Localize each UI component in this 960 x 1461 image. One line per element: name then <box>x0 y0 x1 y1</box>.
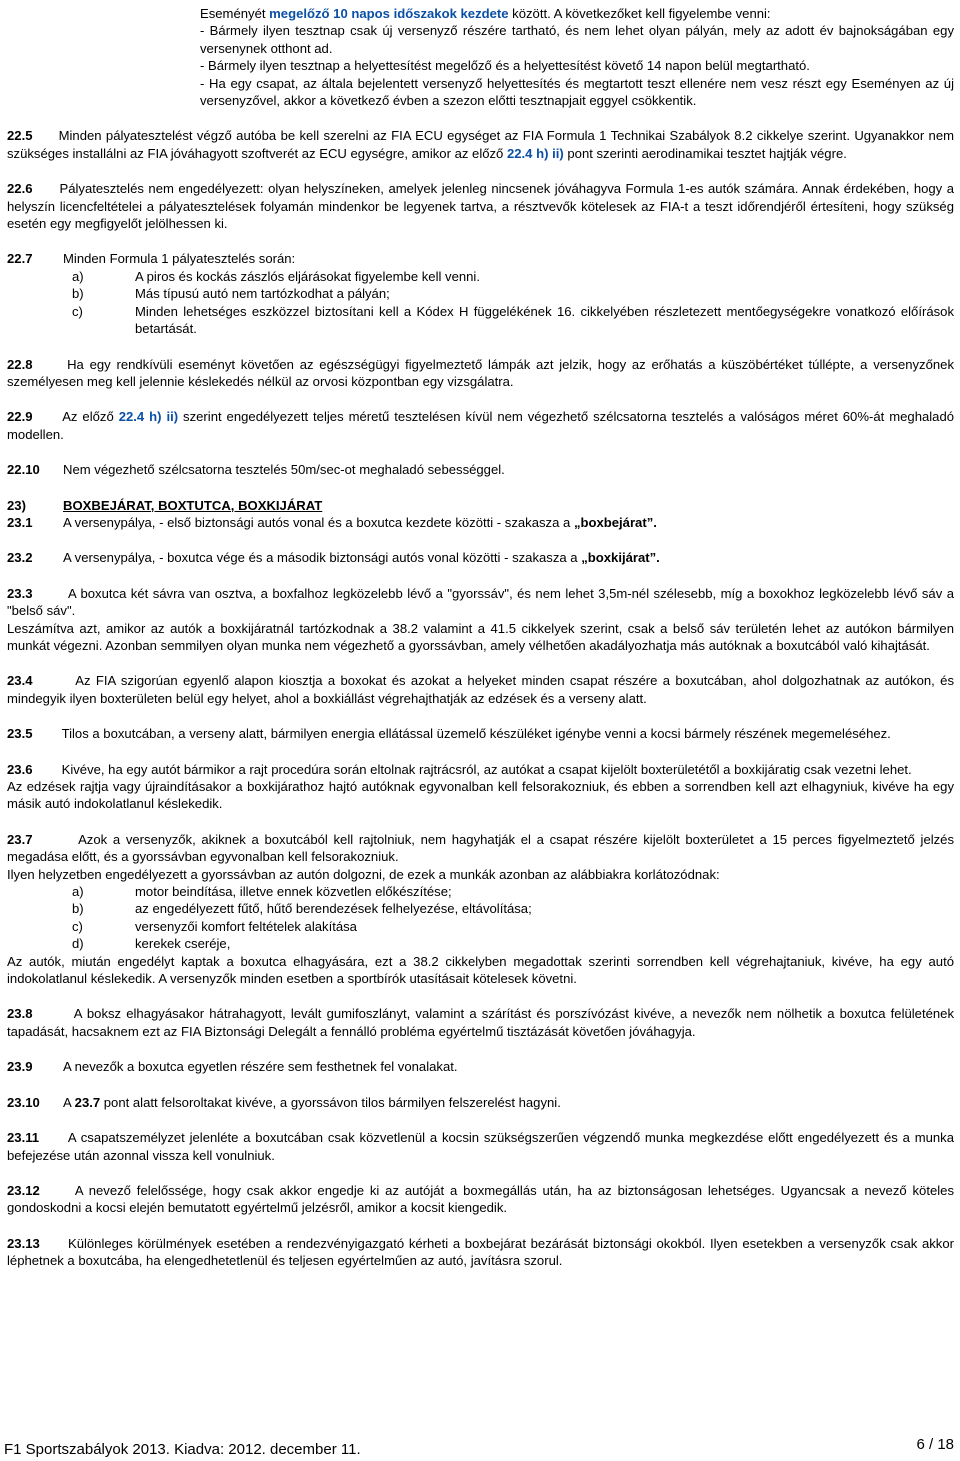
chapter-23-heading <box>7 497 954 514</box>
article-23-3 <box>7 585 954 620</box>
footer-text: F1 Sportszabályok 2013. Kiadva: 2012. december 11. <box>4 1441 361 1458</box>
article-number: 23.8 <box>7 1006 33 1022</box>
article-23-12 <box>7 1182 954 1217</box>
article-text: A <box>63 1094 75 1110</box>
article-22-7 <box>7 250 954 267</box>
article-text: Az FIA szigorúan egyenlő alapon kiosztja a boxokat és azokat a helyeket minden csapat részére a boxutcában, ahol dolgozhatnak az autókon, és mindegyik ilyen boxterületen belül egy helyet, ahol a boxkiállást végrehajthatják az edzések és a verseny alatt. <box>7 673 954 706</box>
article-number: 23.12 <box>7 1182 40 1198</box>
list-label: a) <box>72 884 84 900</box>
article-22-10 <box>7 461 954 478</box>
article-text-continued: Az edzések rajtja vagy újraindításakor a boxkijárathoz hajtó autóknak egyvonalban kell felsorakozniuk, és ebben a sorrendben kell azt elhagyniuk, kivéve ha egy másik autó indokolatlanul késlekedik. <box>7 779 954 812</box>
article-23-8 <box>7 1005 954 1040</box>
article-number: 23.5 <box>7 726 33 742</box>
article-text: szerint engedélyezett teljes méretű tesztelésen kívül nem végezhető szélcsatorna tesztelés a valóságos méret 60%-át meghaladó modellen. <box>7 409 955 442</box>
intro-text: között. A következőket kell figyelembe venni: <box>508 6 771 21</box>
article-text: Azok a versenyzők, akiknek a boxutcából kell rajtolniuk, nem hagyhatják el a csapat részére kijelölt boxterületet a 15 perces figyelmeztető jelzés megadása előtt, és a gyorssávban egyvonalban kell felsorakozniuk. <box>7 831 955 865</box>
article-text-continued: Ilyen helyzetben engedélyezett a gyorssávban az autón dolgozni, de ezek a munkák azonban az alábbiakra korlátozódnak: <box>7 866 720 882</box>
article-23-4 <box>7 672 954 707</box>
article-text: Minden Formula 1 pályatesztelés során: <box>63 251 296 267</box>
article-number: 22.7 <box>7 251 33 267</box>
highlight-text: megelőző 10 napos időszakok kezdete <box>269 6 509 21</box>
bullet-3: - Ha egy csapat, az általa bejelentett versenyző helyettesítés és megtartott teszt ellenére nem vesz részt egy Eseményen az új versenyzővel, akkor a következő évben a szezon előtti tesztnapjait eggyel csökkentik. <box>200 75 954 109</box>
article-number: 23.6 <box>7 761 33 777</box>
article-23-11 <box>7 1129 954 1164</box>
article-number: 23.3 <box>7 585 33 601</box>
list-item <box>7 900 954 917</box>
cross-reference-link[interactable]: 22.4 h) ii) <box>118 409 179 425</box>
cross-reference: 23.7 <box>74 1094 101 1110</box>
document-page <box>7 5 954 1270</box>
article-number: 23.11 <box>7 1130 40 1146</box>
article-number: 23.13 <box>7 1235 40 1251</box>
list-item <box>7 285 954 302</box>
list-item <box>7 935 954 952</box>
article-text: Különleges körülmények esetében a rendezvényigazgató kérheti a boxbejárat bezárását biztonsági okokból. Ilyen esetekben a versenyzők csak akkor léphetnek a boxutcába, ha elengedhetetlenül és teljesen egyértelműen az autó, javításra szorul. <box>7 1235 954 1269</box>
cross-reference-link[interactable]: 22.4 h) ii) <box>506 145 564 161</box>
list-item <box>7 303 954 338</box>
intro-line <box>7 5 954 22</box>
article-text: A versenypálya, - boxutca vége és a második biztonsági autós vonal közötti - szakasza a <box>63 550 582 566</box>
intro-text: Eseményét <box>200 6 270 21</box>
article-text: A nevező felelőssége, hogy csak akkor engedje ki az autóját a boxmegállás után, ha az biztonságosan lehetséges. Ugyancsak a nevező köteles gondoskodni a kocsi elején bemutatott egyértelmű jelzésről, amikor a kocsit kiengedik. <box>7 1182 954 1216</box>
article-22-5 <box>7 127 954 162</box>
article-text: A nevezők a boxutca egyetlen részére sem festhetnek fel vonalakat. <box>63 1059 458 1075</box>
term: „boxbejárat”. <box>573 514 657 530</box>
article-text-continued: Az autók, miután engedélyt kaptak a boxutca elhagyására, ezt a 38.2 cikkelyben megadottak szerinti sorrendben kell végrehajtaniuk, kivéve, ha egy autó indokolatlanul késlekedik. A versenyzők minden esetben a sportbírók utasításait kötelesek követni. <box>7 953 954 987</box>
article-number: 23.2 <box>7 550 33 566</box>
article-22-8 <box>7 356 954 391</box>
article-number: 23.10 <box>7 1094 40 1110</box>
article-text: Kivéve, ha egy autót bármikor a rajt procedúra során eltolnak rajtrácsról, az autókat a csapat kijelölt boxterületétől a boxkijáratig csak vezetni lehet. <box>61 761 912 777</box>
article-23-2 <box>7 549 954 566</box>
article-22-9 <box>7 408 954 443</box>
article-number: 22.5 <box>7 128 33 144</box>
article-text: Minden pályatesztelést végző autóba be kell szerelni az FIA ECU egységet az FIA Formula 1 Technikai Szabályok 8.2 cikkelye szerint. Ugyanakkor nem szükséges installálni az FIA jóváhagyott szoftverét az ECU egységre, amikor az előző <box>7 128 955 161</box>
article-text: A boksz elhagyásakor hátrahagyott, levált gumifoszlányt, valamint a szárítást és porszívózást kivéve, a nevezők nem nölhetik a boxutca felületének tapadását, hacsaknem ezt az FIA Biztonsági Delegált a fennálló probléma egyértelmű tisztázását követően jóváhagyja. <box>7 1006 954 1039</box>
article-number: 23.4 <box>7 673 33 689</box>
article-text: Tilos a boxutcában, a verseny alatt, bármilyen energia ellátással üzemelő készüléket igénybe venni a kocsi bármely részének megemeléséhez. <box>61 726 891 742</box>
article-number: 23.9 <box>7 1059 33 1075</box>
article-text: A versenypálya, - első biztonsági autós vonal és a boxutca kezdete közötti - szakasza a <box>63 514 574 530</box>
article-text: Az előző <box>62 409 119 425</box>
article-text: Pályatesztelés nem engedélyezett: olyan helyszíneken, amelyek jelenleg nincsenek jóváhagyva Formula 1-es autók számára. Annak érdekében, hogy a helyszín licencfeltételei a pályatesztelések folyamán mindenkor be legyenek tartva, a résztvevők kötelesek az FIA-t a teszt időrendjéről értesíteni, hogy szükség esetén egy megfigyelőt jelölhessen ki. <box>7 181 955 232</box>
chapter-number: 23) <box>7 497 26 513</box>
list-label: b) <box>72 286 84 302</box>
article-text: A csapatszemélyzet jelenléte a boxutcában csak közvetlenül a kocsin szükségszerűen végzendő munka megkezdése előtt engedélyezett és a munka befejezése után azonnal vissza kell vonulniuk. <box>7 1130 955 1163</box>
article-23-5 <box>7 725 954 742</box>
article-22-6 <box>7 180 954 232</box>
list-text: Minden lehetséges eszközzel biztosítani kell a Kódex H függelékének 16. cikkelyében részletezett mentőegységekre vonatkozó előírások betartását. <box>135 303 954 337</box>
article-23-9 <box>7 1058 954 1075</box>
page-number: 6 / 18 <box>916 1436 954 1453</box>
article-23-10 <box>7 1094 954 1111</box>
list-item <box>7 268 954 285</box>
article-number: 22.9 <box>7 409 33 425</box>
list-text: motor beindítása, illetve ennek közvetlen előkészítése; <box>135 884 452 900</box>
list-text: versenyzői komfort feltételek alakítása <box>135 918 357 934</box>
article-number: 22.8 <box>7 356 33 372</box>
article-text: Nem végezhető szélcsatorna tesztelés 50m/sec-ot meghaladó sebességgel. <box>63 462 505 478</box>
article-number: 23.1 <box>7 514 33 530</box>
term: „boxkijárat”. <box>581 550 660 566</box>
list-text: Más típusú autó nem tartózkodhat a pályán; <box>135 286 390 302</box>
article-text-continued: Leszámítva azt, amikor az autók a boxkijáratnál tartózkodnak a 38.2 valamint a 41.5 cikkelyek szerint, csak a belső sáv területén lehet az autókon bármilyen munkát végezni. Azonban semmilyen olyan munka nem végezhető a gyorssávban, amely vélhetően akadályozhatja más autóknak a boxutcából való kihajtását. <box>7 620 954 653</box>
article-text: A boxutca két sávra van osztva, a boxfalhoz legközelebb lévő a "gyorssáv", és nem lehet 3,5m-nél szélesebb, míg a boxokhoz legközelebb lévő sáv a "belső sáv". <box>7 585 954 619</box>
article-number: 22.6 <box>7 181 33 197</box>
article-text: pont szerinti aerodinamikai tesztet hajtják végre. <box>563 145 847 161</box>
list-label: b) <box>72 901 84 917</box>
article-number: 23.7 <box>7 831 33 847</box>
article-23-1 <box>7 514 954 531</box>
article-text: pont alatt felsoroltakat kivéve, a gyorssávon tilos bármilyen felszerelést hagyni. <box>100 1094 561 1110</box>
list-label: d) <box>72 936 84 952</box>
list-text: az engedélyezett fűtő, hűtő berendezések felhelyezése, eltávolítása; <box>135 901 532 917</box>
bullet-1: - Bármely ilyen tesztnap csak új versenyző részére tartható, és nem lehet olyan pályán, mely az adott év bajnokságában egy versenynek otthont ad. <box>200 23 954 56</box>
list-text: kerekek cseréje, <box>135 936 231 952</box>
article-23-13 <box>7 1235 954 1270</box>
list-label: c) <box>72 303 83 319</box>
article-text: Ha egy rendkívüli eseményt követően az egészségügyi figyelmeztető lámpák azt jelzik, hogy az erőhatás a küszöbértéket túllépte, a versenyzőnek személyesen meg kell jelennie késlekedés nélkül az orvosi központban egy vizsgálatra. <box>7 356 954 389</box>
list-label: a) <box>72 268 84 284</box>
list-label: c) <box>72 918 83 934</box>
article-23-7 <box>7 831 954 866</box>
article-23-6 <box>7 761 954 778</box>
list-text: A piros és kockás zászlós eljárásokat figyelembe kell venni. <box>135 268 480 284</box>
chapter-title: BOXBEJÁRAT, BOXTUTCA, BOXKIJÁRAT <box>63 497 323 513</box>
article-number: 22.10 <box>7 462 40 478</box>
list-item <box>7 918 954 935</box>
list-item <box>7 883 954 900</box>
bullet-2: - Bármely ilyen tesztnap a helyettesítést megelőző és a helyettesítést követő 14 napon belül megtartható. <box>200 58 810 74</box>
